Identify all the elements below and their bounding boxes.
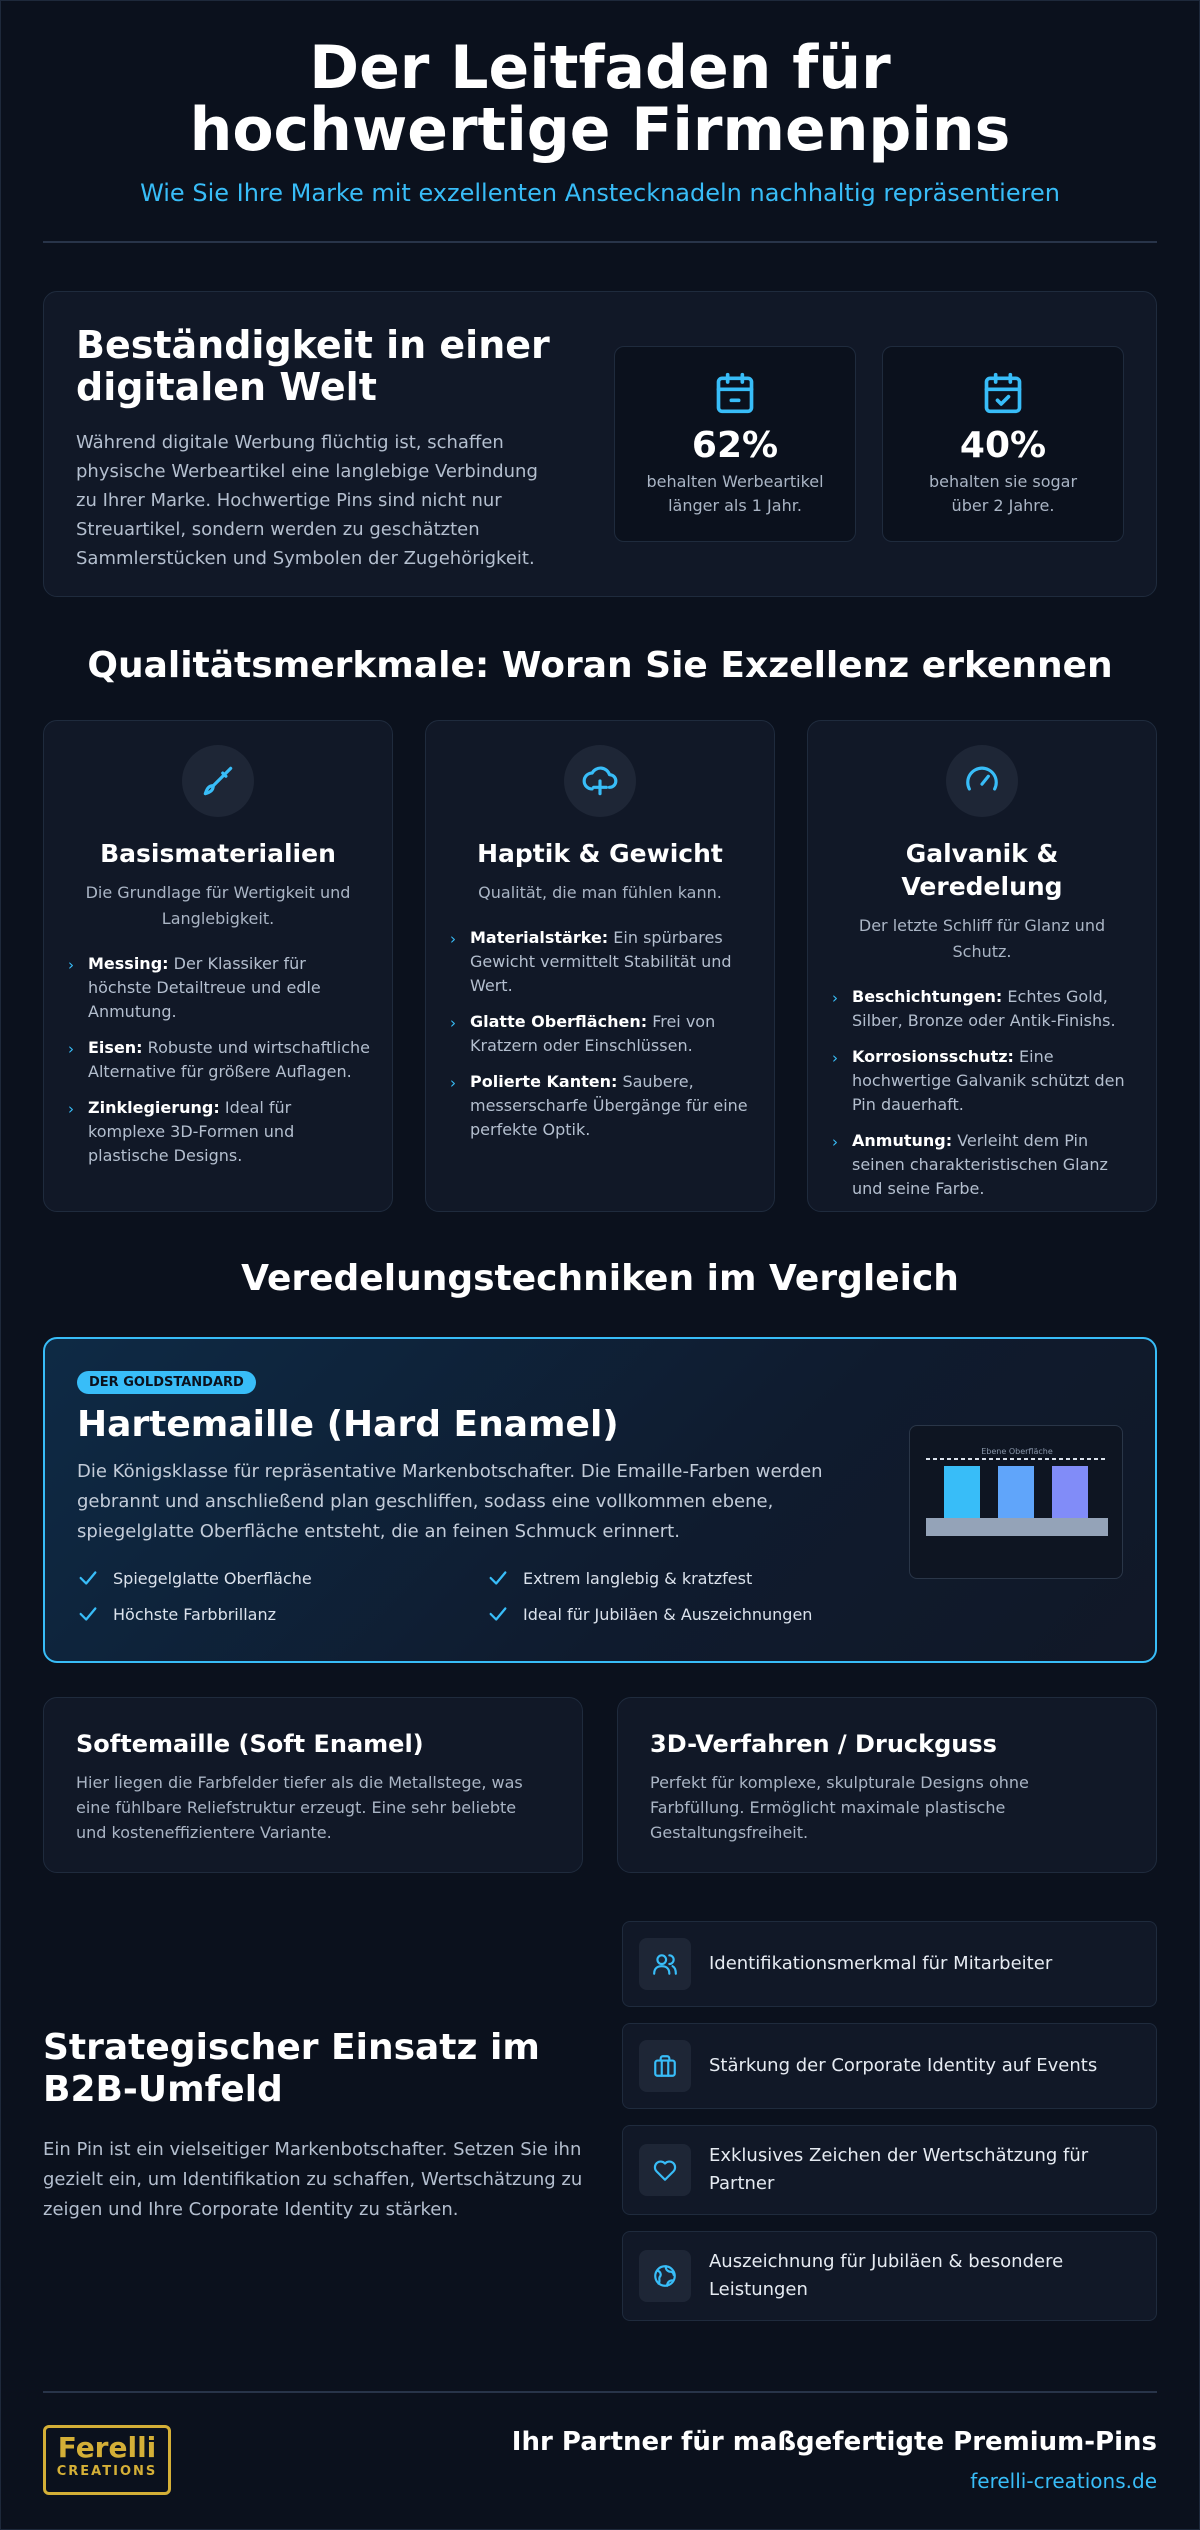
stat-card [614, 346, 856, 542]
soft-enamel-text: Hier liegen die Farbfelder tiefer als die Metallstege, was eine fühlbare Reliefstruktur erzeugt. Eine sehr beliebte und kosteneffizientere Variante. [76, 1773, 523, 1842]
strategy-text: Ein Pin ist ein vielseitiger Markenbotschafter. Setzen Sie ihn gezielt ein, um Identifikation zu schaffen, Wertschätzung zu zeigen und Ihre Corporate Identity zu stärken. [43, 2139, 583, 2220]
chevron-right-icon: › [450, 1014, 456, 1032]
list-item-label: Auszeichnung für Jubiläen & besondere Leistungen [708, 2251, 1064, 2300]
quality-desc: Die Grundlage für Wertigkeit und Langlebigkeit. [85, 883, 351, 928]
gauge-icon [946, 745, 1018, 817]
qualities-title: Qualitätsmerkmale: Woran Sie Exzellenz erkennen [87, 645, 1113, 686]
list-item: › Polierte Kanten: Saubere, messerscharfe Übergänge für eine perfekte Optik. [450, 1072, 748, 1139]
check-icon [487, 1567, 509, 1589]
persistence-text: Während digitale Werbung flüchtig ist, schaffen physische Werbeartikel eine langlebige Verbindung zu Ihrer Marke. Hochwertige Pins sind nicht nur Streuartikel, sondern werden zu geschätzten Sammlerstücken und Symbolen der Zugehörigkeit. [76, 432, 538, 569]
quality-title: Haptik & Gewicht [477, 839, 723, 868]
divider [43, 2391, 1157, 2393]
chevron-right-icon: › [832, 989, 838, 1007]
page-subtitle: Wie Sie Ihre Marke mit exzellenten Anstecknadeln nachhaltig repräsentieren [140, 179, 1060, 207]
award-icon [639, 2250, 691, 2302]
list-item-label: Exklusives Zeichen der Wertschätzung für Partner [708, 2145, 1089, 2194]
chevron-right-icon: › [832, 1049, 838, 1067]
enamel-diagram [909, 1425, 1123, 1579]
stat-label: behalten sie sogar über 2 Jahre. [928, 472, 1078, 515]
strategy-section [43, 1921, 1157, 2337]
feature-item: Höchste Farbbrillanz [77, 1603, 487, 1625]
list-item [622, 2023, 1157, 2109]
list-item: › Eisen: Robuste und wirtschaftliche Alternative für größere Auflagen. [68, 1038, 370, 1081]
logo-sub: CREATIONS [56, 2464, 158, 2479]
divider [43, 241, 1157, 243]
die-cast-title: 3D-Verfahren / Druckguss [650, 1730, 997, 1758]
page-header [43, 1, 1157, 207]
users-icon [639, 1938, 691, 1990]
logo[interactable] [43, 2425, 171, 2495]
quality-card [43, 720, 393, 1212]
quality-title: Galvanik & Veredelung [901, 839, 1063, 901]
stat-value: 62% [691, 425, 779, 466]
chevron-right-icon: › [68, 1040, 74, 1058]
list-item [622, 2231, 1157, 2321]
hard-enamel-card [43, 1337, 1157, 1663]
brush-icon [182, 745, 254, 817]
list-item: › Beschichtungen: Echtes Gold, Silber, Bronze oder Antik-Finishs. [832, 987, 1116, 1030]
check-icon [487, 1603, 509, 1625]
footer-tagline: Ihr Partner für maßgefertigte Premium-Pins [511, 2427, 1157, 2457]
logo-main: Ferelli [57, 2431, 157, 2464]
soft-enamel-title: Softemaille (Soft Enamel) [76, 1730, 424, 1758]
list-item: › Korrosionsschutz: Eine hochwertige Galvanik schützt den Pin dauerhaft. [832, 1047, 1125, 1114]
soft-enamel-card [43, 1697, 583, 1873]
quality-desc: Qualität, die man fühlen kann. [478, 883, 722, 902]
techniques-title: Veredelungstechniken im Vergleich [241, 1258, 959, 1299]
quality-desc: Der letzte Schliff für Glanz und Schutz. [858, 916, 1106, 961]
stat-value: 40% [959, 425, 1047, 466]
stat-card [882, 346, 1124, 542]
list-item-label: Identifikationsmerkmal für Mitarbeiter [708, 1953, 1053, 1974]
list-item: › Zinklegierung: Ideal für komplexe 3D-Formen und plastische Designs. [68, 1098, 295, 1165]
chevron-right-icon: › [832, 1133, 838, 1151]
footer [43, 2425, 1157, 2495]
list-item: › Glatte Oberflächen: Frei von Kratzern oder Einschlüssen. [450, 1012, 716, 1055]
feature-item: Spiegelglatte Oberfläche [77, 1567, 487, 1589]
status-badge: DER GOLDSTANDARD [77, 1371, 256, 1394]
chevron-right-icon: › [68, 1100, 74, 1118]
list-item-label: Stärkung der Corporate Identity auf Events [708, 2055, 1098, 2076]
feature-item: Ideal für Jubiläen & Auszeichnungen [487, 1603, 887, 1625]
list-item [622, 2125, 1157, 2215]
hard-enamel-title: Hartemaille (Hard Enamel) [77, 1404, 619, 1445]
heart-icon [639, 2144, 691, 2196]
quality-card [425, 720, 775, 1212]
die-cast-text: Perfekt für komplexe, skulpturale Designs ohne Farbfüllung. Ermöglicht maximale plastische Gestaltungsfreiheit. [650, 1773, 1029, 1842]
quality-title: Basismaterialien [100, 839, 336, 868]
chevron-right-icon: › [450, 1074, 456, 1092]
cloud-plus-icon [564, 745, 636, 817]
footer-link[interactable]: ferelli-creations.de [970, 2469, 1157, 2493]
diagram-label: Ebene Oberfläche [981, 1447, 1053, 1456]
strategy-heading: Strategischer Einsatz im B2B-Umfeld [43, 2027, 540, 2110]
feature-item: Extrem langlebig & kratzfest [487, 1567, 887, 1589]
list-item [622, 1921, 1157, 2007]
chevron-right-icon: › [450, 930, 456, 948]
check-icon [77, 1603, 99, 1625]
calendar-minus-icon [713, 400, 757, 419]
die-cast-card [617, 1697, 1157, 1873]
list-item: › Materialstärke: Ein spürbares Gewicht vermittelt Stabilität und Wert. [450, 928, 732, 995]
chevron-right-icon: › [68, 956, 74, 974]
check-icon [77, 1567, 99, 1589]
persistence-section [43, 291, 1157, 597]
persistence-heading: Beständigkeit in einer digitalen Welt [76, 323, 550, 409]
list-item: › Messing: Der Klassiker für höchste Detailtreue und edle Anmutung. [68, 954, 321, 1021]
briefcase-icon [639, 2040, 691, 2092]
list-item: › Anmutung: Verleiht dem Pin seinen charakteristischen Glanz und seine Farbe. [832, 1131, 1108, 1198]
stat-label: behalten Werbeartikel länger als 1 Jahr. [646, 472, 824, 515]
hard-enamel-text: Die Königsklasse für repräsentative Markenbotschafter. Die Emaille-Farben werden gebrannt und anschließend plan geschliffen, sodass eine vollkommen ebene, spiegelglatte Oberfläche entsteht, die an feinen Schmuck erinnert. [77, 1461, 823, 1542]
page-title: Der Leitfaden für hochwertige Firmenpins [189, 33, 1011, 165]
qualities-grid [43, 720, 1157, 1212]
quality-card [807, 720, 1157, 1212]
calendar-check-icon [981, 400, 1025, 419]
